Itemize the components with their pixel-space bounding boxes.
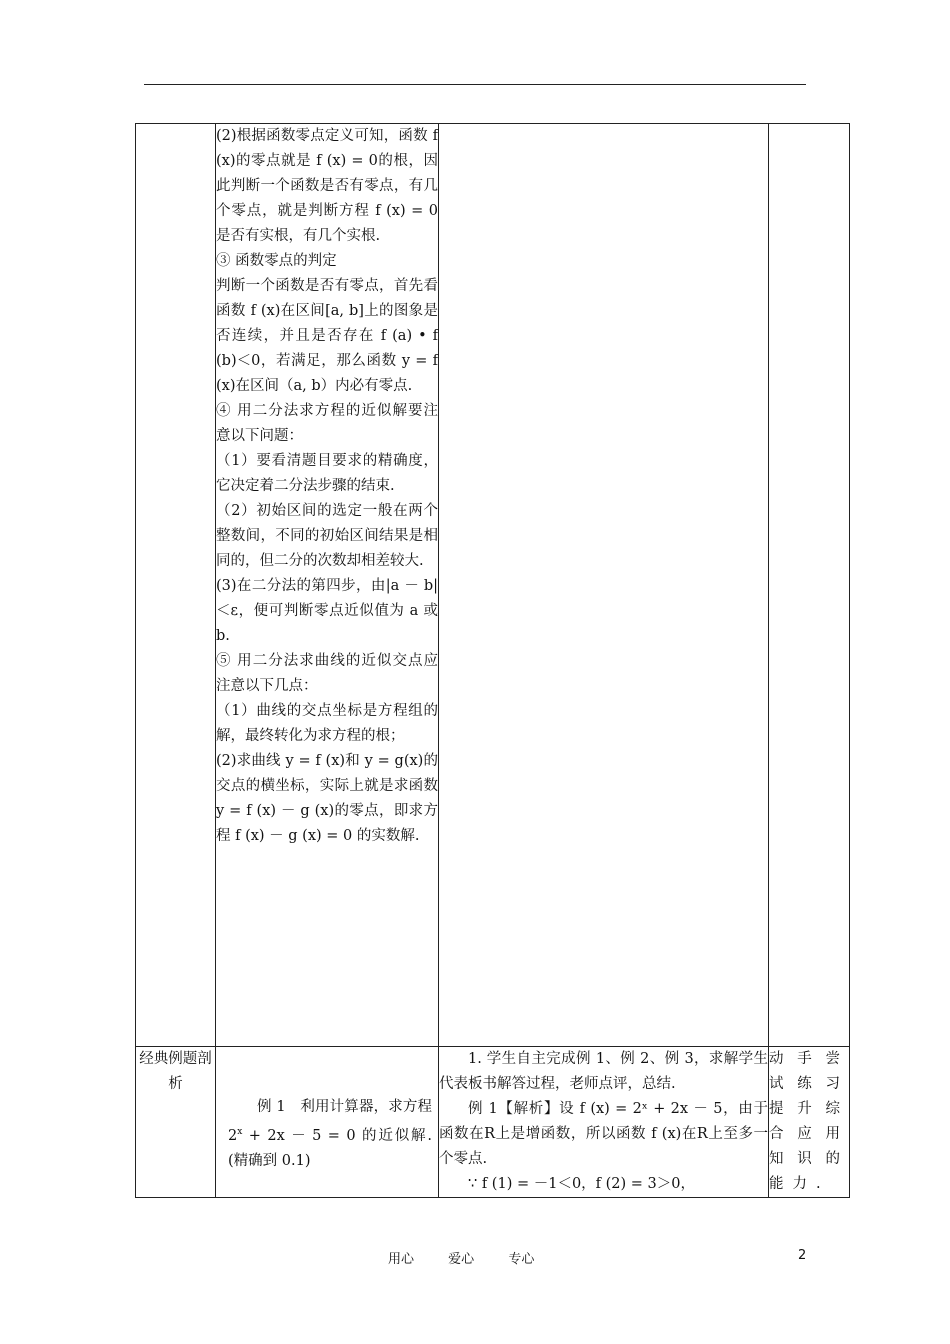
lesson-plan-table xyxy=(135,123,850,1198)
exponent: x xyxy=(237,1127,243,1137)
process-paragraph: 例 1【解析】设 f (x) = 2ˣ + 2x － 5，由于函数在R上是增函数，所以函数 f (x)在R上至多一个零点. xyxy=(439,1101,768,1167)
content-cell xyxy=(216,124,439,1047)
content-paragraph: （2）初始区间的选定一般在两个整数间，不同的初始区间结果是相同的，但二分的次数却相差较大. xyxy=(216,503,438,569)
process-cell xyxy=(439,1047,769,1198)
content-paragraph: ③ 函数零点的判定 xyxy=(216,253,337,269)
content-paragraph: (3)在二分法的第四步，由|a － b|＜ε，便可判断零点近似值为 a 或 b. xyxy=(216,578,438,644)
example-title: 例 1 利用计算器，求方程 2 xyxy=(228,1099,432,1144)
footer-motto: 用心 xyxy=(388,1252,415,1267)
content-paragraph: (2)求曲线 y = f (x)和 y = g(x)的交点的横坐标，实际上就是求函数 y = f (x) － g (x)的零点，即求方程 f (x) － g (x) = 0 的实数解. xyxy=(216,753,438,844)
section-label: 经典例题剖析 xyxy=(139,1051,212,1092)
section-cell xyxy=(136,1047,216,1198)
footer-mottos xyxy=(388,1248,564,1267)
note-text: 动手尝试练习提升综合应用知识的能力. xyxy=(769,1051,849,1192)
content-paragraph: ④ 用二分法求方程的近似解要注意以下问题： xyxy=(216,403,438,444)
process-paragraph: ∵ f (1) = －1＜0，f (2) = 3＞0， xyxy=(468,1176,696,1192)
note-cell xyxy=(769,1047,850,1198)
section-cell xyxy=(136,124,216,1047)
content-cell xyxy=(216,1047,439,1198)
header-rule xyxy=(144,84,806,85)
table-row xyxy=(136,1047,850,1198)
example-rest: + 2x － 5 = 0 的近似解. (精确到 0.1) xyxy=(228,1127,432,1169)
content-paragraph: ⑤ 用二分法求曲线的近似交点应注意以下几点： xyxy=(216,653,438,694)
content-paragraph: 判断一个函数是否有零点，首先看函数 f (x)在区间[a, b]上的图象是否连续，并且是否存在 f (a) • f (b)＜0，若满足，那么函数 y = f (x)在区间（a, b）内必有零点. xyxy=(216,278,438,394)
footer-motto: 专心 xyxy=(508,1252,535,1267)
content-paragraph: （1）要看清题目要求的精确度，它决定着二分法步骤的结束. xyxy=(216,453,438,494)
page-number: 2 xyxy=(798,1248,807,1263)
content-paragraph: （1）曲线的交点坐标是方程组的解，最终转化为求方程的根； xyxy=(216,703,438,744)
process-paragraph: 1. 学生自主完成例 1、例 2、例 3，求解学生代表板书解答过程，老师点评，总结. xyxy=(439,1051,768,1092)
content-paragraph: (2)根据函数零点定义可知，函数 f (x)的零点就是 f (x) = 0的根，因此判断一个函数是否有零点，有几个零点，就是判断方程 f (x) = 0是否有实根，有几个实根. xyxy=(216,128,438,244)
note-cell xyxy=(769,124,850,1047)
example-1-text xyxy=(216,1047,438,1174)
footer-motto: 爱心 xyxy=(448,1252,475,1267)
table-row xyxy=(136,124,850,1047)
process-cell xyxy=(439,124,769,1047)
